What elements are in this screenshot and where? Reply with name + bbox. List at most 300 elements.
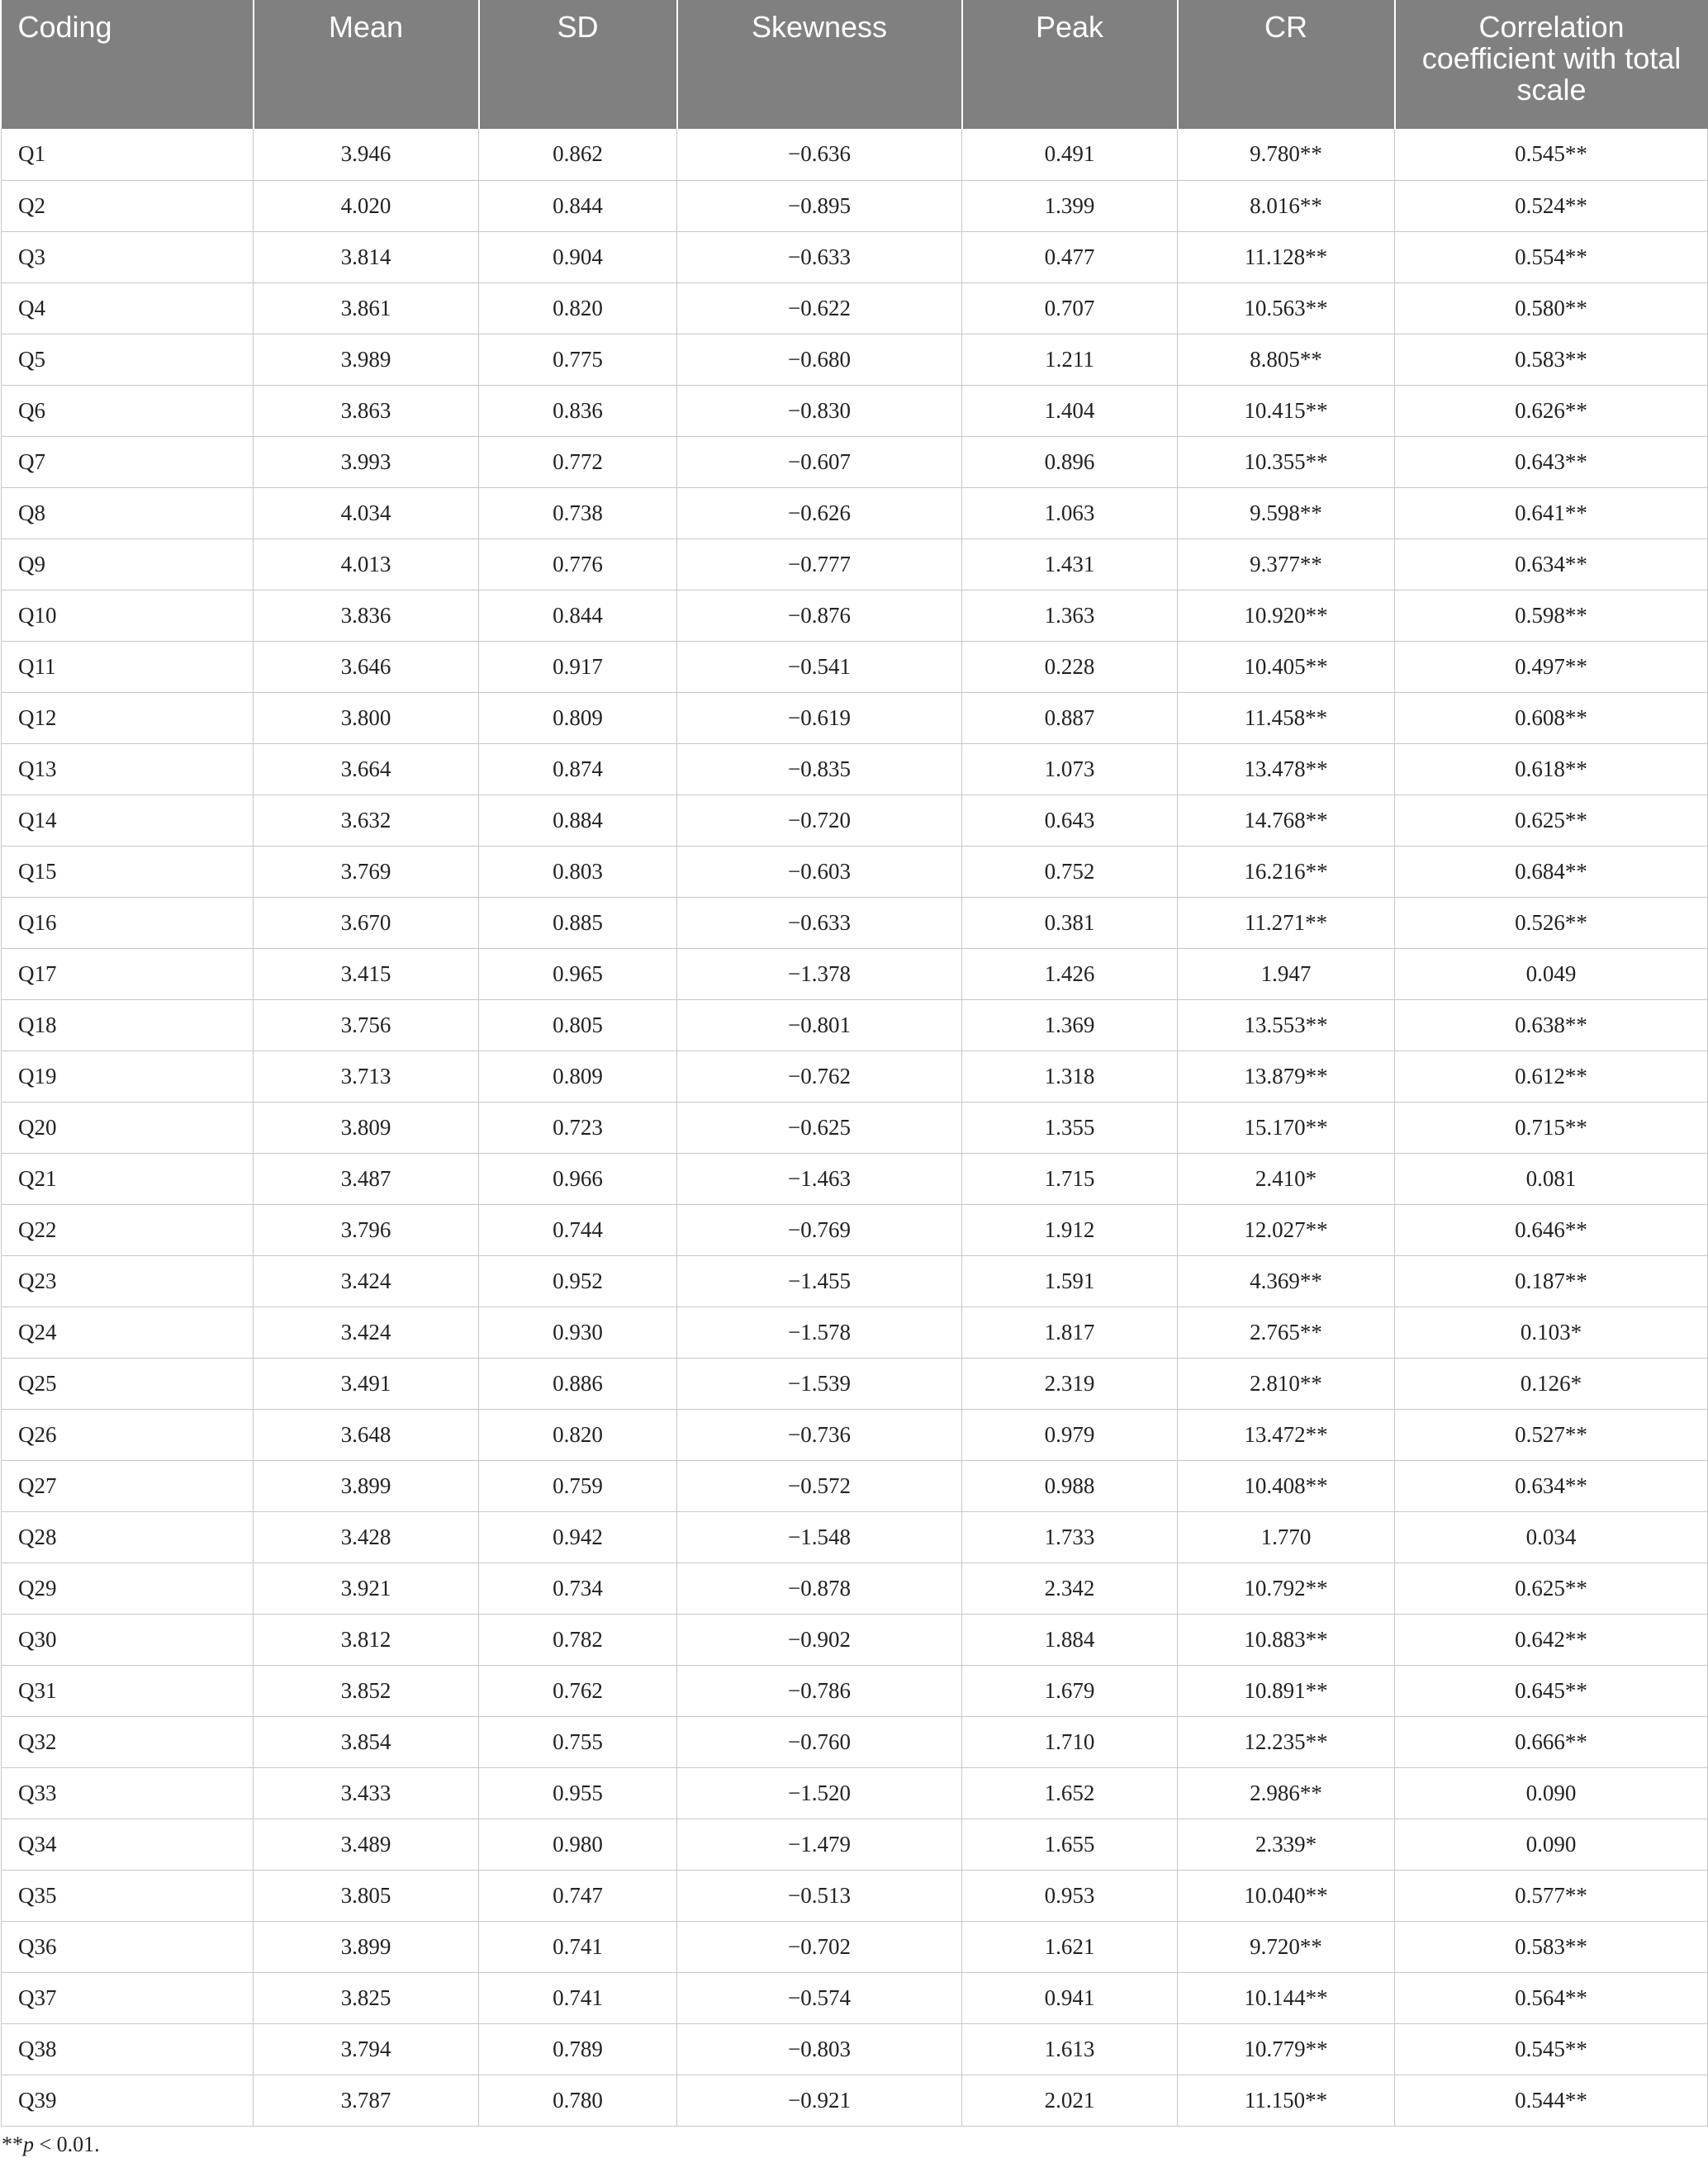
- cell-correlation: 0.583**: [1395, 1921, 1708, 1972]
- table-row: [2, 641, 1708, 692]
- cell-peak: 1.211: [962, 334, 1178, 385]
- cell-peak: 0.988: [962, 1460, 1178, 1511]
- cell-correlation: 0.103*: [1395, 1307, 1708, 1358]
- cell-skewness: −0.619: [677, 692, 962, 743]
- cell-coding: Q2: [2, 180, 254, 231]
- cell-sd: 0.789: [479, 2023, 677, 2075]
- table-row: [2, 1665, 1708, 1716]
- cell-correlation: 0.497**: [1395, 641, 1708, 692]
- cell-sd: 0.930: [479, 1307, 677, 1358]
- cell-coding: Q21: [2, 1153, 254, 1204]
- cell-sd: 0.966: [479, 1153, 677, 1204]
- cell-coding: Q14: [2, 794, 254, 846]
- cell-coding: Q5: [2, 334, 254, 385]
- cell-sd: 0.862: [479, 129, 677, 180]
- cell-coding: Q4: [2, 282, 254, 334]
- cell-mean: 3.812: [254, 1614, 479, 1665]
- cell-correlation: 0.634**: [1395, 538, 1708, 590]
- cell-sd: 0.884: [479, 794, 677, 846]
- table-body: [2, 129, 1708, 2126]
- header-correlation: Correlation coefficient with total scale: [1395, 0, 1708, 129]
- cell-mean: 3.989: [254, 334, 479, 385]
- cell-peak: 1.733: [962, 1511, 1178, 1563]
- cell-correlation: 0.643**: [1395, 436, 1708, 487]
- cell-mean: 3.825: [254, 1972, 479, 2023]
- table-row: [2, 999, 1708, 1050]
- cell-correlation: 0.090: [1395, 1819, 1708, 1870]
- cell-cr: 10.792**: [1178, 1563, 1395, 1614]
- footnote-text: < 0.01.: [34, 2132, 100, 2156]
- cell-correlation: 0.187**: [1395, 1255, 1708, 1307]
- cell-mean: 3.769: [254, 846, 479, 897]
- cell-skewness: −0.603: [677, 846, 962, 897]
- cell-correlation: 0.666**: [1395, 1716, 1708, 1767]
- cell-cr: 8.016**: [1178, 180, 1395, 231]
- cell-sd: 0.744: [479, 1204, 677, 1255]
- cell-cr: 10.144**: [1178, 1972, 1395, 2023]
- cell-peak: 1.817: [962, 1307, 1178, 1358]
- cell-correlation: 0.583**: [1395, 334, 1708, 385]
- table-row: [2, 1204, 1708, 1255]
- cell-coding: Q36: [2, 1921, 254, 1972]
- header-sd: SD: [479, 0, 677, 129]
- cell-peak: 1.591: [962, 1255, 1178, 1307]
- cell-sd: 0.809: [479, 1050, 677, 1102]
- cell-peak: 0.643: [962, 794, 1178, 846]
- cell-peak: 2.319: [962, 1358, 1178, 1409]
- cell-sd: 0.738: [479, 487, 677, 538]
- cell-peak: 1.063: [962, 487, 1178, 538]
- cell-peak: 1.715: [962, 1153, 1178, 1204]
- cell-sd: 0.836: [479, 385, 677, 436]
- cell-correlation: 0.612**: [1395, 1050, 1708, 1102]
- cell-cr: 10.040**: [1178, 1870, 1395, 1921]
- cell-coding: Q1: [2, 129, 254, 180]
- table-row: [2, 1102, 1708, 1153]
- cell-mean: 3.946: [254, 129, 479, 180]
- cell-correlation: 0.545**: [1395, 129, 1708, 180]
- cell-coding: Q39: [2, 2075, 254, 2126]
- cell-skewness: −0.607: [677, 436, 962, 487]
- table-header: [2, 0, 1708, 129]
- cell-skewness: −0.876: [677, 590, 962, 641]
- cell-peak: 0.896: [962, 436, 1178, 487]
- cell-coding: Q8: [2, 487, 254, 538]
- table-footnote: [2, 2132, 100, 2157]
- cell-mean: 3.670: [254, 897, 479, 948]
- table-row: [2, 1307, 1708, 1358]
- cell-coding: Q30: [2, 1614, 254, 1665]
- footnote-p: p: [23, 2132, 34, 2156]
- cell-mean: 3.415: [254, 948, 479, 999]
- cell-skewness: −0.633: [677, 897, 962, 948]
- cell-coding: Q11: [2, 641, 254, 692]
- cell-sd: 0.772: [479, 436, 677, 487]
- cell-skewness: −0.720: [677, 794, 962, 846]
- cell-mean: 3.664: [254, 743, 479, 794]
- cell-peak: 1.318: [962, 1050, 1178, 1102]
- cell-sd: 0.723: [479, 1102, 677, 1153]
- cell-skewness: −0.835: [677, 743, 962, 794]
- cell-mean: 3.836: [254, 590, 479, 641]
- cell-correlation: 0.715**: [1395, 1102, 1708, 1153]
- cell-cr: 9.598**: [1178, 487, 1395, 538]
- table-row: [2, 538, 1708, 590]
- cell-cr: 2.410*: [1178, 1153, 1395, 1204]
- cell-cr: 8.805**: [1178, 334, 1395, 385]
- cell-peak: 1.404: [962, 385, 1178, 436]
- cell-cr: 12.235**: [1178, 1716, 1395, 1767]
- cell-coding: Q37: [2, 1972, 254, 2023]
- cell-cr: 11.271**: [1178, 897, 1395, 948]
- cell-correlation: 0.580**: [1395, 282, 1708, 334]
- cell-skewness: −0.541: [677, 641, 962, 692]
- cell-skewness: −0.626: [677, 487, 962, 538]
- cell-correlation: 0.684**: [1395, 846, 1708, 897]
- table-row: [2, 1819, 1708, 1870]
- table-row: [2, 1050, 1708, 1102]
- cell-correlation: 0.598**: [1395, 590, 1708, 641]
- cell-sd: 0.886: [479, 1358, 677, 1409]
- table-row: [2, 1870, 1708, 1921]
- cell-peak: 1.884: [962, 1614, 1178, 1665]
- cell-cr: 10.891**: [1178, 1665, 1395, 1716]
- cell-coding: Q19: [2, 1050, 254, 1102]
- cell-cr: 10.920**: [1178, 590, 1395, 641]
- cell-coding: Q35: [2, 1870, 254, 1921]
- cell-peak: 0.228: [962, 641, 1178, 692]
- cell-skewness: −1.548: [677, 1511, 962, 1563]
- cell-skewness: −1.539: [677, 1358, 962, 1409]
- cell-coding: Q3: [2, 231, 254, 282]
- table-row: [2, 1972, 1708, 2023]
- cell-cr: 10.779**: [1178, 2023, 1395, 2075]
- cell-skewness: −0.777: [677, 538, 962, 590]
- cell-skewness: −0.830: [677, 385, 962, 436]
- cell-mean: 3.487: [254, 1153, 479, 1204]
- cell-mean: 3.428: [254, 1511, 479, 1563]
- cell-mean: 3.424: [254, 1255, 479, 1307]
- cell-cr: 13.472**: [1178, 1409, 1395, 1460]
- cell-skewness: −1.520: [677, 1767, 962, 1819]
- table-row: [2, 1460, 1708, 1511]
- table-row: [2, 436, 1708, 487]
- cell-cr: 16.216**: [1178, 846, 1395, 897]
- cell-sd: 0.747: [479, 1870, 677, 1921]
- cell-correlation: 0.081: [1395, 1153, 1708, 1204]
- header-row: [2, 0, 1708, 129]
- table-row: [2, 846, 1708, 897]
- cell-mean: 3.863: [254, 385, 479, 436]
- cell-correlation: 0.626**: [1395, 385, 1708, 436]
- cell-sd: 0.844: [479, 590, 677, 641]
- cell-mean: 3.899: [254, 1921, 479, 1972]
- cell-cr: 2.986**: [1178, 1767, 1395, 1819]
- cell-correlation: 0.577**: [1395, 1870, 1708, 1921]
- cell-skewness: −0.769: [677, 1204, 962, 1255]
- cell-mean: 3.800: [254, 692, 479, 743]
- cell-skewness: −0.572: [677, 1460, 962, 1511]
- cell-sd: 0.762: [479, 1665, 677, 1716]
- cell-peak: 1.655: [962, 1819, 1178, 1870]
- cell-correlation: 0.544**: [1395, 2075, 1708, 2126]
- cell-mean: 4.020: [254, 180, 479, 231]
- cell-sd: 0.955: [479, 1767, 677, 1819]
- cell-coding: Q20: [2, 1102, 254, 1153]
- cell-sd: 0.952: [479, 1255, 677, 1307]
- cell-correlation: 0.049: [1395, 948, 1708, 999]
- cell-peak: 1.431: [962, 538, 1178, 590]
- cell-sd: 0.755: [479, 1716, 677, 1767]
- cell-sd: 0.965: [479, 948, 677, 999]
- cell-peak: 1.355: [962, 1102, 1178, 1153]
- table-row: [2, 1358, 1708, 1409]
- cell-skewness: −1.378: [677, 948, 962, 999]
- cell-correlation: 0.646**: [1395, 1204, 1708, 1255]
- cell-coding: Q12: [2, 692, 254, 743]
- table-row: [2, 1716, 1708, 1767]
- cell-coding: Q9: [2, 538, 254, 590]
- cell-correlation: 0.545**: [1395, 2023, 1708, 2075]
- cell-coding: Q26: [2, 1409, 254, 1460]
- table-row: [2, 897, 1708, 948]
- cell-sd: 0.741: [479, 1972, 677, 2023]
- cell-coding: Q28: [2, 1511, 254, 1563]
- cell-correlation: 0.634**: [1395, 1460, 1708, 1511]
- cell-correlation: 0.034: [1395, 1511, 1708, 1563]
- cell-skewness: −0.736: [677, 1409, 962, 1460]
- cell-sd: 0.775: [479, 334, 677, 385]
- cell-peak: 0.752: [962, 846, 1178, 897]
- cell-coding: Q25: [2, 1358, 254, 1409]
- cell-coding: Q18: [2, 999, 254, 1050]
- cell-cr: 12.027**: [1178, 1204, 1395, 1255]
- cell-cr: 15.170**: [1178, 1102, 1395, 1153]
- cell-skewness: −0.895: [677, 180, 962, 231]
- cell-cr: 9.720**: [1178, 1921, 1395, 1972]
- table-row: [2, 334, 1708, 385]
- table-row: [2, 794, 1708, 846]
- cell-coding: Q24: [2, 1307, 254, 1358]
- table-row: [2, 590, 1708, 641]
- cell-mean: 3.489: [254, 1819, 479, 1870]
- header-mean: Mean: [254, 0, 479, 129]
- cell-cr: 2.810**: [1178, 1358, 1395, 1409]
- footnote-stars: **: [2, 2132, 23, 2156]
- cell-cr: 2.339*: [1178, 1819, 1395, 1870]
- table-row: [2, 282, 1708, 334]
- cell-skewness: −0.801: [677, 999, 962, 1050]
- cell-skewness: −0.633: [677, 231, 962, 282]
- table-row: [2, 1921, 1708, 1972]
- cell-mean: 3.794: [254, 2023, 479, 2075]
- cell-cr: 10.405**: [1178, 641, 1395, 692]
- table-row: [2, 1409, 1708, 1460]
- cell-peak: 0.707: [962, 282, 1178, 334]
- cell-correlation: 0.526**: [1395, 897, 1708, 948]
- cell-skewness: −0.636: [677, 129, 962, 180]
- cell-coding: Q6: [2, 385, 254, 436]
- cell-skewness: −0.878: [677, 1563, 962, 1614]
- cell-correlation: 0.554**: [1395, 231, 1708, 282]
- cell-mean: 3.805: [254, 1870, 479, 1921]
- table-row: [2, 1511, 1708, 1563]
- cell-coding: Q15: [2, 846, 254, 897]
- table-row: [2, 231, 1708, 282]
- cell-coding: Q31: [2, 1665, 254, 1716]
- cell-sd: 0.820: [479, 282, 677, 334]
- cell-sd: 0.820: [479, 1409, 677, 1460]
- cell-peak: 0.887: [962, 692, 1178, 743]
- cell-sd: 0.803: [479, 846, 677, 897]
- cell-cr: 4.369**: [1178, 1255, 1395, 1307]
- cell-peak: 0.477: [962, 231, 1178, 282]
- cell-correlation: 0.524**: [1395, 180, 1708, 231]
- cell-skewness: −0.513: [677, 1870, 962, 1921]
- cell-coding: Q34: [2, 1819, 254, 1870]
- cell-skewness: −0.902: [677, 1614, 962, 1665]
- cell-peak: 0.953: [962, 1870, 1178, 1921]
- table-row: [2, 129, 1708, 180]
- cell-cr: 2.765**: [1178, 1307, 1395, 1358]
- table-row: [2, 1767, 1708, 1819]
- cell-peak: 1.073: [962, 743, 1178, 794]
- cell-coding: Q13: [2, 743, 254, 794]
- cell-coding: Q7: [2, 436, 254, 487]
- cell-cr: 1.947: [1178, 948, 1395, 999]
- cell-peak: 2.021: [962, 2075, 1178, 2126]
- cell-mean: 3.796: [254, 1204, 479, 1255]
- cell-peak: 1.652: [962, 1767, 1178, 1819]
- cell-sd: 0.980: [479, 1819, 677, 1870]
- cell-correlation: 0.625**: [1395, 1563, 1708, 1614]
- cell-sd: 0.759: [479, 1460, 677, 1511]
- cell-mean: 3.861: [254, 282, 479, 334]
- cell-correlation: 0.527**: [1395, 1409, 1708, 1460]
- cell-sd: 0.942: [479, 1511, 677, 1563]
- cell-mean: 3.787: [254, 2075, 479, 2126]
- cell-peak: 0.979: [962, 1409, 1178, 1460]
- cell-skewness: −0.762: [677, 1050, 962, 1102]
- table-row: [2, 487, 1708, 538]
- cell-sd: 0.904: [479, 231, 677, 282]
- cell-cr: 10.408**: [1178, 1460, 1395, 1511]
- cell-peak: 0.491: [962, 129, 1178, 180]
- cell-skewness: −0.921: [677, 2075, 962, 2126]
- cell-peak: 0.941: [962, 1972, 1178, 2023]
- cell-mean: 4.013: [254, 538, 479, 590]
- cell-skewness: −0.786: [677, 1665, 962, 1716]
- table-row: [2, 743, 1708, 794]
- cell-skewness: −0.622: [677, 282, 962, 334]
- cell-sd: 0.776: [479, 538, 677, 590]
- cell-mean: 3.899: [254, 1460, 479, 1511]
- cell-mean: 3.921: [254, 1563, 479, 1614]
- cell-mean: 3.646: [254, 641, 479, 692]
- cell-sd: 0.741: [479, 1921, 677, 1972]
- cell-correlation: 0.645**: [1395, 1665, 1708, 1716]
- cell-peak: 1.363: [962, 590, 1178, 641]
- cell-cr: 13.553**: [1178, 999, 1395, 1050]
- cell-coding: Q33: [2, 1767, 254, 1819]
- cell-cr: 10.883**: [1178, 1614, 1395, 1665]
- cell-coding: Q27: [2, 1460, 254, 1511]
- cell-mean: 3.756: [254, 999, 479, 1050]
- cell-peak: 1.621: [962, 1921, 1178, 1972]
- cell-sd: 0.917: [479, 641, 677, 692]
- cell-cr: 9.377**: [1178, 538, 1395, 590]
- cell-sd: 0.809: [479, 692, 677, 743]
- table-row: [2, 692, 1708, 743]
- cell-cr: 10.563**: [1178, 282, 1395, 334]
- cell-mean: 3.648: [254, 1409, 479, 1460]
- cell-cr: 11.458**: [1178, 692, 1395, 743]
- cell-mean: 3.433: [254, 1767, 479, 1819]
- cell-coding: Q17: [2, 948, 254, 999]
- cell-mean: 3.809: [254, 1102, 479, 1153]
- cell-correlation: 0.642**: [1395, 1614, 1708, 1665]
- cell-coding: Q23: [2, 1255, 254, 1307]
- table-row: [2, 1614, 1708, 1665]
- cell-skewness: −0.803: [677, 2023, 962, 2075]
- table-row: [2, 948, 1708, 999]
- cell-correlation: 0.608**: [1395, 692, 1708, 743]
- cell-mean: 3.852: [254, 1665, 479, 1716]
- cell-sd: 0.874: [479, 743, 677, 794]
- cell-correlation: 0.641**: [1395, 487, 1708, 538]
- cell-peak: 1.399: [962, 180, 1178, 231]
- cell-skewness: −0.680: [677, 334, 962, 385]
- cell-sd: 0.734: [479, 1563, 677, 1614]
- cell-mean: 3.424: [254, 1307, 479, 1358]
- cell-peak: 1.426: [962, 948, 1178, 999]
- cell-coding: Q16: [2, 897, 254, 948]
- table-row: [2, 385, 1708, 436]
- cell-cr: 1.770: [1178, 1511, 1395, 1563]
- cell-peak: 1.613: [962, 2023, 1178, 2075]
- statistics-table: [1, 0, 1708, 2127]
- cell-mean: 3.854: [254, 1716, 479, 1767]
- cell-correlation: 0.126*: [1395, 1358, 1708, 1409]
- cell-skewness: −0.574: [677, 1972, 962, 2023]
- cell-peak: 1.710: [962, 1716, 1178, 1767]
- cell-coding: Q38: [2, 2023, 254, 2075]
- table-row: [2, 180, 1708, 231]
- cell-coding: Q32: [2, 1716, 254, 1767]
- cell-sd: 0.782: [479, 1614, 677, 1665]
- table-row: [2, 2075, 1708, 2126]
- table-row: [2, 1255, 1708, 1307]
- cell-mean: 3.713: [254, 1050, 479, 1102]
- cell-cr: 10.415**: [1178, 385, 1395, 436]
- cell-peak: 1.369: [962, 999, 1178, 1050]
- cell-sd: 0.885: [479, 897, 677, 948]
- cell-skewness: −0.702: [677, 1921, 962, 1972]
- cell-cr: 10.355**: [1178, 436, 1395, 487]
- cell-coding: Q29: [2, 1563, 254, 1614]
- cell-sd: 0.780: [479, 2075, 677, 2126]
- cell-mean: 4.034: [254, 487, 479, 538]
- cell-cr: 11.150**: [1178, 2075, 1395, 2126]
- cell-peak: 1.912: [962, 1204, 1178, 1255]
- cell-mean: 3.491: [254, 1358, 479, 1409]
- cell-skewness: −1.463: [677, 1153, 962, 1204]
- header-cr: CR: [1178, 0, 1395, 129]
- cell-cr: 9.780**: [1178, 129, 1395, 180]
- table-row: [2, 1563, 1708, 1614]
- cell-cr: 14.768**: [1178, 794, 1395, 846]
- cell-skewness: −0.760: [677, 1716, 962, 1767]
